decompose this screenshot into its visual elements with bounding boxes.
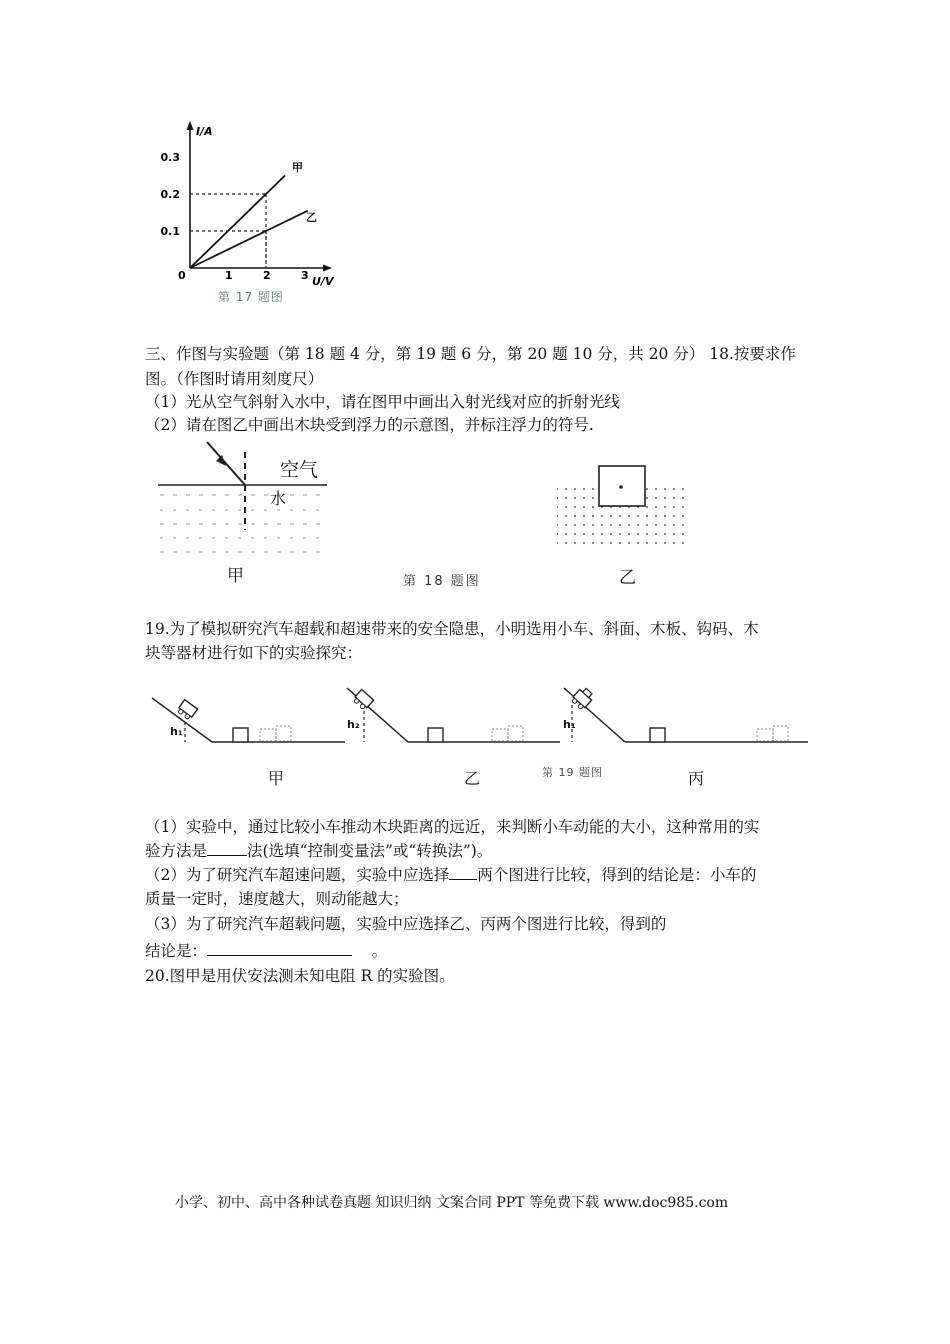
x-tick-label: 3 bbox=[301, 269, 309, 282]
q17-caption: 第 17 题图 bbox=[218, 290, 284, 304]
q19-answer-blank-3[interactable] bbox=[207, 940, 352, 956]
q19-p2-line1 bbox=[145, 864, 756, 886]
q18-item2: （2）请在图乙中画出木块受到浮力的示意图，并标注浮力的符号. bbox=[145, 416, 594, 434]
y-axis-arrow-icon bbox=[187, 121, 194, 130]
q19-p1-suffix: 法(选填“控制变量法”或“转换法”)。 bbox=[247, 842, 493, 860]
section3-heading: 三、作图与实验题（第 18 题 4 分，第 19 题 6 分，第 20 题 10 分，共 20 分） 18.按要求作 bbox=[145, 345, 796, 363]
q19-p3-line1: （3）为了研究汽车超载问题，实验中应选择乙、丙两个图进行比较，得到的 bbox=[145, 915, 667, 933]
q19-p3-line2 bbox=[145, 940, 387, 962]
x-axis-arrow-icon bbox=[323, 265, 332, 272]
q20-text: 20.图甲是用伏安法测未知电阻 R 的实验图。 bbox=[145, 967, 455, 985]
q19-p2-suffix: 两个图进行比较，得到的结论是：小车的 bbox=[477, 866, 757, 884]
fig19-h1b-label: h₁ bbox=[563, 718, 576, 731]
q19-p3-suffix: 。 bbox=[371, 942, 388, 960]
fig19 bbox=[150, 682, 815, 752]
series-label-jia: 甲 bbox=[292, 161, 303, 174]
fig18-yi bbox=[555, 460, 690, 555]
y-tick-label: 0.1 bbox=[160, 225, 180, 238]
y-tick-label: 0.2 bbox=[160, 188, 180, 201]
fig19-label-jia: 甲 bbox=[268, 769, 285, 788]
series-line-1 bbox=[190, 211, 308, 268]
page-footer: 小学、初中、高中各种试卷真题 知识归纳 文案合同 PPT 等免费下载 www.doc985.com bbox=[175, 1195, 729, 1211]
q19-p1-line1: （1）实验中，通过比较小车推动木块距离的远近，来判断小车动能的大小，这种常用的实 bbox=[145, 818, 760, 836]
fig18-label-jia: 甲 bbox=[227, 566, 244, 586]
x-tick-label: 1 bbox=[225, 269, 233, 282]
fig18-caption: 第 18 题图 bbox=[403, 574, 481, 589]
fig19-caption: 第 19 题图 bbox=[542, 766, 603, 779]
q18-item1: （1）光从空气斜射入水中，请在图甲中画出入射光线对应的折射光线 bbox=[145, 393, 620, 411]
axis-label-x: U/V bbox=[312, 275, 334, 288]
fig18-label-yi: 乙 bbox=[619, 568, 636, 588]
q17-chart bbox=[160, 115, 360, 315]
series-line-0 bbox=[190, 176, 285, 269]
incident-ray bbox=[207, 442, 245, 485]
q19-answer-blank-1[interactable] bbox=[207, 840, 247, 856]
q19-p1-prefix: 验方法是 bbox=[145, 842, 208, 860]
q19-p3-prefix: 结论是： bbox=[145, 942, 208, 960]
q19-answer-blank-2[interactable] bbox=[449, 864, 477, 880]
block-center-dot bbox=[619, 485, 623, 489]
q19-intro-2: 块等器材进行如下的实验探究： bbox=[145, 644, 363, 662]
fig19-h1-label: h₁ bbox=[170, 725, 183, 738]
axis-label-y: I/A bbox=[196, 125, 213, 138]
series-label-yi: 乙 bbox=[306, 211, 317, 224]
fig18-water-label: 水 bbox=[270, 489, 287, 508]
x-tick-label: 0 bbox=[178, 269, 186, 282]
q19-intro-1: 19.为了模拟研究汽车超载和超速带来的安全隐患，小明选用小车、斜面、木板、钩码、木 bbox=[145, 620, 759, 638]
q19-p2-line2: 质量一定时，速度越大，则动能越大； bbox=[145, 890, 409, 908]
fig19-panel-bing bbox=[564, 686, 808, 742]
water-dashes bbox=[160, 495, 325, 552]
q19-p1-line2 bbox=[145, 840, 492, 862]
fig19-h2-label: h₂ bbox=[347, 718, 360, 731]
fig18-air-label: 空气 bbox=[280, 459, 319, 481]
section3-heading-cont: 图。（作图时请用刻度尺） bbox=[145, 370, 324, 388]
fig19-label-yi: 乙 bbox=[464, 769, 481, 788]
fig19-panel-yi bbox=[347, 688, 560, 742]
fig19-label-bing: 丙 bbox=[688, 769, 705, 788]
y-tick-label: 0.3 bbox=[160, 151, 180, 164]
q19-p2-prefix: （2）为了研究汽车超速问题，实验中应选择 bbox=[145, 866, 450, 884]
x-tick-label: 2 bbox=[263, 269, 271, 282]
